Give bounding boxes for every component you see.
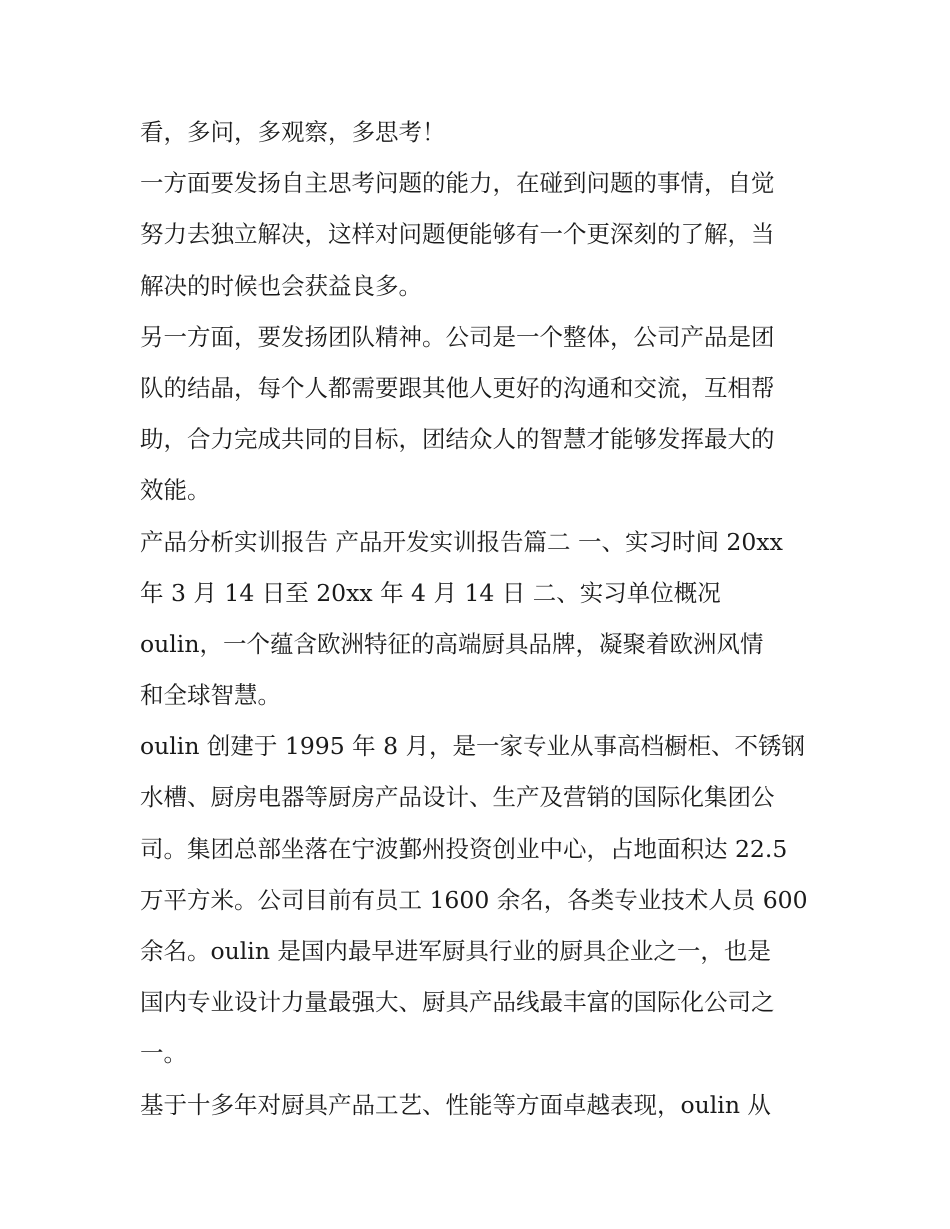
text-line: 万平方米。公司目前有员工 1600 余名，各类专业技术人员 600 <box>140 885 808 914</box>
text-line: 和全球智慧。 <box>140 681 281 710</box>
text-line: oulin，一个蕴含欧洲特征的高端厨具品牌，凝聚着欧洲风情 <box>140 629 764 658</box>
text-line: oulin 创建于 1995 年 8 月，是一家专业从事高档橱柜、不锈钢 <box>140 732 806 761</box>
text-line: 效能。 <box>140 476 211 505</box>
text-line: 解决的时候也会获益良多。 <box>140 271 422 300</box>
text-line: 一。 <box>140 1039 187 1068</box>
text-line: 年 3 月 14 日至 20xx 年 4 月 14 日 二、实习单位概况 <box>140 578 721 607</box>
text-line: 队的结晶，每个人都需要跟其他人更好的沟通和交流，互相帮 <box>140 373 775 402</box>
text-line: 司。集团总部坐落在宁波鄞州投资创业中心，占地面积达 22.5 <box>140 834 788 863</box>
text-line: 一方面要发扬自主思考问题的能力，在碰到问题的事情，自觉 <box>140 169 775 198</box>
document-body <box>140 107 812 1131</box>
text-line: 看，多问，多观察，多思考！ <box>140 118 446 146</box>
text-line: 余名。oulin 是国内最早进军厨具行业的厨具企业之一，也是 <box>140 937 771 965</box>
text-line: 助，合力完成共同的目标，团结众人的智慧才能够发挥最大的 <box>140 425 775 454</box>
text-line: 另一方面，要发扬团队精神。公司是一个整体，公司产品是团 <box>140 322 775 351</box>
text-line: 水槽、厨房电器等厨房产品设计、生产及营销的国际化集团公 <box>140 783 775 812</box>
text-line: 基于十多年对厨具产品工艺、性能等方面卓越表现，oulin 从 <box>140 1090 771 1119</box>
text-line: 努力去独立解决，这样对问题便能够有一个更深刻的了解，当 <box>140 220 775 249</box>
text-line: 产品分析实训报告 产品开发实训报告篇二 一、实习时间 20xx <box>140 527 783 556</box>
text-line: 国内专业设计力量最强大、厨具产品线最丰富的国际化公司之 <box>140 988 775 1017</box>
